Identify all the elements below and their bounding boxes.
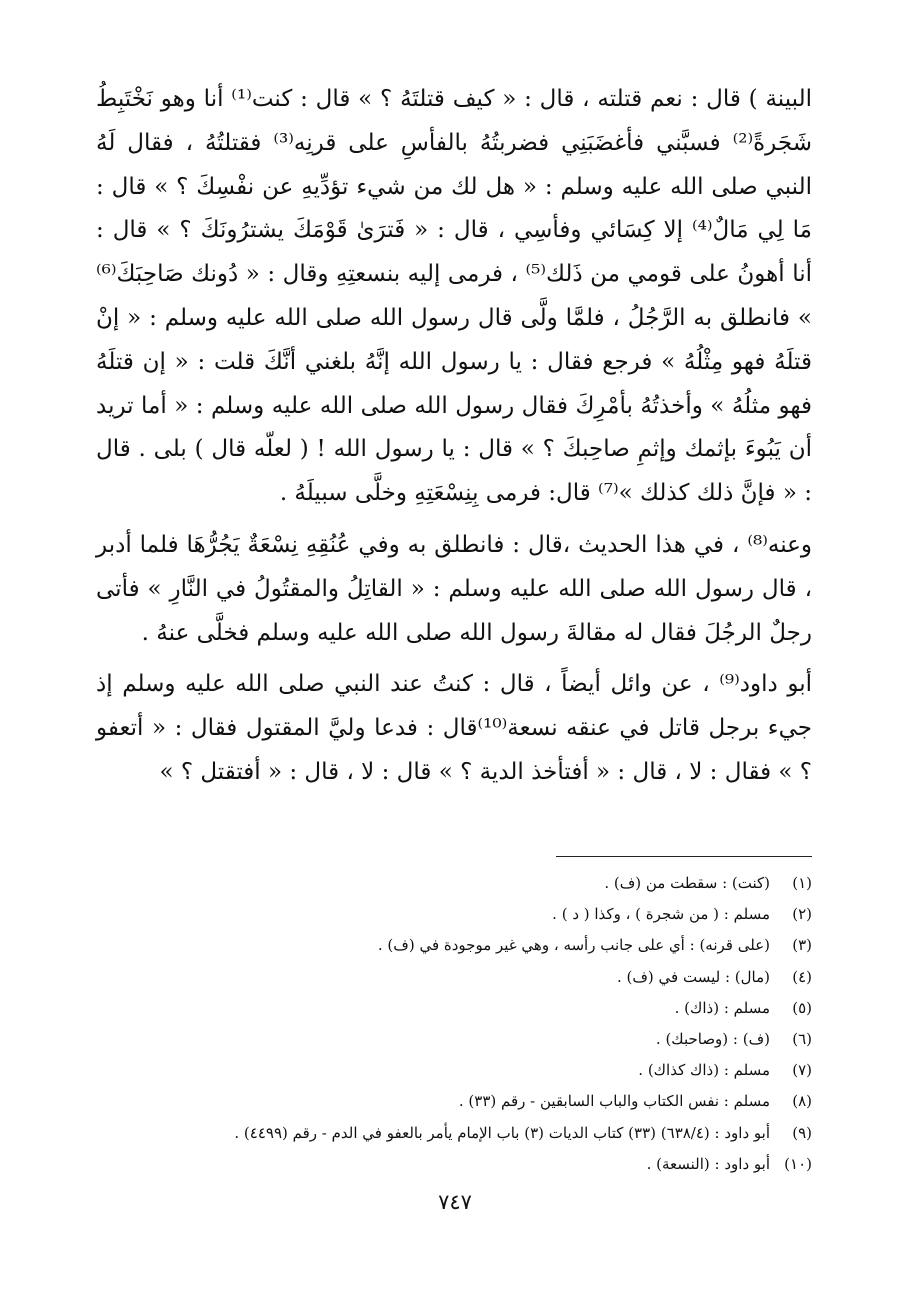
footnote-text: أبو داود : (النسعة) . — [646, 1154, 770, 1173]
footnote-text: (على قرنه) : أي على جانب رأسه ، وهي غير موجودة في (ف) . — [377, 936, 770, 955]
paragraph-3: أبو داود⁽⁹⁾ ، عن وائل أيضاً ، قال : كنتُ عند النبي صلى الله عليه وسلم إذ جيء برجل قاتل في عنقه نسعة⁽¹⁰⁾قال : فدعا وليَّ المقتول فقال : « أتعفو ؟ » فقال : لا ، قال : « أفتأخذ الدية ؟ » قال : لا ، قال : « أفتقتل ؟ » — [96, 671, 812, 785]
footnote-text: مسلم : ( من شجرة ) ، وكذا ( د ) . — [552, 905, 770, 924]
footnote-item — [96, 930, 812, 961]
footnote-item — [96, 962, 812, 993]
paragraph-2: وعنه⁽⁸⁾ ، في هذا الحديث ،قال : فانطلق به وفي عُنُقِهِ نِسْعَةٌ يَجُرُّهَا فلما أدبر ، قال رسول الله صلى الله عليه وسلم : « القاتِلُ والمقتُولُ في النَّارِ » فأتى رجلٌ الرجُلَ فقال له مقالةَ رسول الله صلى الله عليه وسلم فخلَّى عنهُ . — [96, 531, 812, 646]
footnote-number: (٤) — [792, 967, 812, 986]
footnote-item — [96, 1149, 812, 1180]
main-text — [96, 78, 812, 795]
footnote-number: (٢) — [792, 905, 812, 924]
footnote-item — [96, 1118, 812, 1149]
page-number: ٧٤٧ — [438, 1190, 472, 1214]
footnotes-list — [96, 868, 812, 1180]
footnote-number: (٨) — [792, 1092, 812, 1111]
footnote-number: (٦) — [792, 1030, 812, 1049]
footnote-text: مسلم : (ذاك) . — [674, 998, 770, 1017]
footnote-item — [96, 868, 812, 899]
footnote-text: (ف) : (وصاحبك) . — [655, 1030, 770, 1049]
footnote-number: (١) — [792, 874, 812, 892]
footnote-number: (٩) — [792, 1123, 812, 1142]
footnote-text: مسلم : (ذاك كذاك) . — [638, 1061, 770, 1080]
footnote-text: مسلم : نفس الكتاب والباب السابقين - رقم (٣٣) . — [458, 1092, 770, 1111]
footnote-text: (كنت) : سقطت من (ف) . — [604, 874, 770, 892]
footnote-item — [96, 993, 812, 1024]
footnote-number: (٧) — [792, 1061, 812, 1080]
footnote-item — [96, 899, 812, 930]
footnote-number: (٣) — [792, 936, 812, 955]
paragraph-1: البينة ) قال : نعم قتلته ، قال : « كيف قتلتَهُ ؟ » قال : كنت⁽¹⁾ أنا وهو نَخْتَبِطُ شَجَرةً⁽²⁾ فسبَّني فأغضَبَنِي فضربتُهُ بالفأسِ على قرنِه⁽³⁾ فقتلتُهُ ، فقال لَهُ النبي صلى الله عليه وسلم : « هل لك من شيء تؤدِّيهِ عن نفْسِكَ ؟ » قال : مَا لِي مَالٌ⁽⁴⁾ إلا كِسَائي وفأسِي ، قال : « فَترَىٰ قَوْمَكَ يشترُونَكَ ؟ » قال : أنا أهونُ على قومي من ذَلك⁽⁵⁾ ، فرمى إليه بنسعتِهِ وقال : « دُونك صَاحِبَكَ⁽⁶⁾ » فانطلق به الرَّجُلُ ، فلمَّا ولَّى قال رسول الله صلى الله عليه وسلم : « إنْ قتلَهُ فهو مِثْلُهُ » فرجع فقال : يا رسول الله إنَّهُ بلغني أنَّكَ قلت : « إن قتلَهُ فهو مثلُهُ » وأخذتُهُ بأمْرِكَ فقال رسول الله صلى الله عليه وسلم : « أما تريد أن يَبُوءَ بإثمك وإثمِ صاحِبكَ ؟ » قال : يا رسول الله ! ( لعلّه قال ) بلى . قال : « فإنَّ ذلك كذلك »⁽⁷⁾ قال: فرمى بِنِسْعَتِهِ وخلَّى سبيلَهُ . — [96, 86, 813, 507]
footnote-number: (١٠) — [784, 1154, 812, 1173]
footnote-text: (مال) : ليست في (ف) . — [616, 967, 770, 986]
footnote-item — [96, 1024, 812, 1055]
footnote-item — [96, 1086, 812, 1117]
footnote-text: أبو داود : (٦٣٨/٤) (٣٣) كتاب الديات (٣) باب الإمام يأمر بالعفو في الدم - رقم (٤٤٩٩) . — [234, 1123, 770, 1142]
footnote-number: (٥) — [792, 998, 812, 1017]
footnote-item — [96, 1055, 812, 1086]
footnote-divider — [556, 856, 812, 857]
